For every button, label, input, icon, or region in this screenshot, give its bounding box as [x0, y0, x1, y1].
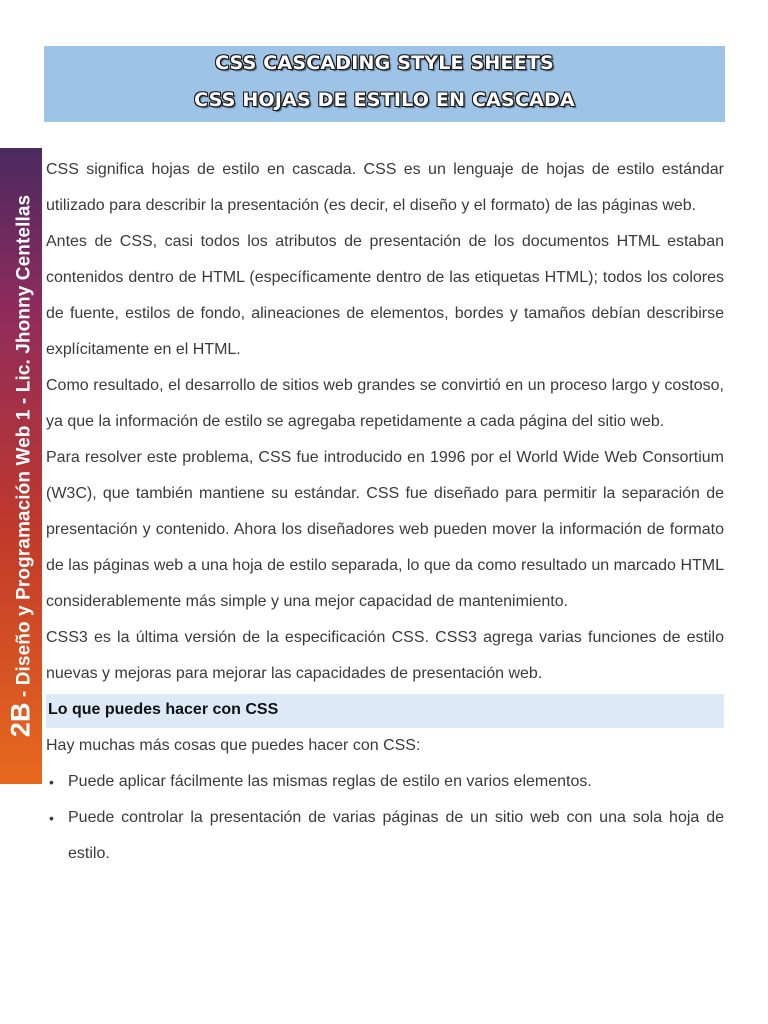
side-band-label [6, 195, 37, 737]
header-title-spanish: CSS HOJAS DE ESTILO EN CASCADA [194, 89, 575, 111]
paragraph-result: Como resultado, el desarrollo de sitios web grandes se convirtió en un proceso largo y costoso, ya que la información de estilo se agregaba repetidamente a cada página del sitio web. [46, 377, 724, 430]
paragraph-before-css: Antes de CSS, casi todos los atributos de presentación de los documentos HTML estaban contenidos dentro de HTML (específicamente dentro de las etiquetas HTML); todos los colores de fuente, estilos de fondo, alineaciones de elementos, bordes y tamaños debían describirse explícitamente en el HTML. [46, 233, 724, 358]
section-heading: Lo que puedes hacer con CSS [46, 694, 724, 728]
side-band-prefix: 2B [5, 702, 36, 738]
bullet-icon: • [49, 810, 54, 826]
header-title-english: CSS CASCADING STYLE SHEETS [215, 52, 554, 74]
paragraph-solution: Para resolver este problema, CSS fue introducido en 1996 por el World Wide Web Consortium (W3C), que también mantiene su estándar. CSS fue diseñado para permitir la separación de presentación y contenido. Ahora los diseñadores web pueden mover la información de formato de las páginas web a una hoja de estilo separada, lo que da como resultado un marcado HTML considerablemente más simple y una mejor capacidad de mantenimiento. [46, 449, 724, 610]
list-item [46, 800, 724, 872]
side-band-text: - Diseño y Programación Web 1 - Lic. Jhonny Centellas [13, 194, 35, 703]
list-item-text: Puede aplicar fácilmente las mismas reglas de estilo en varios elementos. [68, 773, 592, 790]
bullet-list [46, 764, 724, 872]
document-body [46, 152, 724, 872]
paragraph-css3: CSS3 es la última versión de la especificación CSS. CSS3 agrega varias funciones de estilo nuevas y mejoras para mejorar las capacidades de presentación web. [46, 629, 724, 682]
section-intro: Hay muchas más cosas que puedes hacer con CSS: [46, 737, 421, 754]
bullet-icon: • [49, 774, 54, 790]
list-item-text: Puede controlar la presentación de varias páginas de un sitio web con una sola hoja de estilo. [68, 809, 724, 862]
paragraph-css-definition: CSS significa hojas de estilo en cascada. CSS es un lenguaje de hojas de estilo estándar utilizado para describir la presentación (es decir, el diseño y el formato) de las páginas web. [46, 161, 724, 214]
list-item [46, 764, 724, 800]
header-banner [44, 46, 725, 122]
